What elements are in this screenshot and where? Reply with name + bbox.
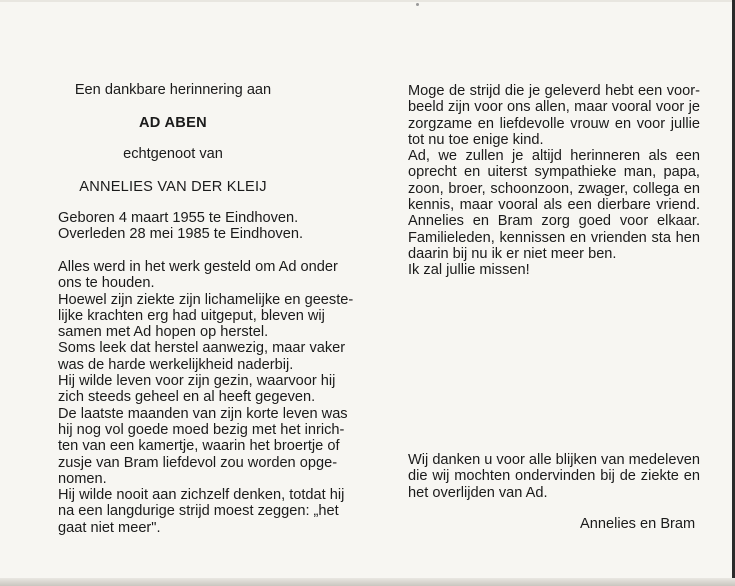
card-top-edge (0, 0, 735, 2)
thanks-line: die wij mochten ondervinden bij de ziekte en (408, 468, 700, 485)
story-line: gaat niet meer". (58, 519, 161, 536)
card-bottom-edge (0, 578, 735, 586)
message-line: Annelies en Bram zorg goed voor elkaar. (408, 213, 700, 230)
intro-line: Een dankbare herinnering aan (74, 82, 272, 98)
story-line: Soms leek dat herstel aanwezig, maar vaker (58, 340, 346, 357)
story-text (58, 259, 354, 536)
thanks-text (408, 452, 700, 501)
message-line: zoon, broer, schoonzoon, zwager, collega en (408, 180, 700, 197)
message-line: daarin bij nu ik er niet meer ben. (408, 245, 617, 262)
deceased-name: AD ABEN (138, 115, 208, 131)
story-line: Hij wilde nooit aan zichzelf denken, totdat hij (58, 487, 345, 504)
message-line: Familieleden, kennissen en vrienden sta hen (408, 229, 700, 246)
story-line: zich steeds geheel en al heeft gegeven. (58, 389, 316, 406)
story-line: samen met Ad hopen op herstel. (58, 324, 269, 341)
message-line: kennis, maar vooral als een dierbare vriend. (408, 197, 700, 214)
life-dates (58, 210, 320, 243)
message-line: tot nu toe enige kind. (408, 131, 544, 148)
story-line: na een langdurige strijd moest zeggen: „het (58, 503, 339, 520)
thanks-line: Wij danken u voor alle blijken van medeleven (408, 452, 701, 468)
message-line: Moge de strijd die je geleverd hebt een voor- (408, 83, 700, 99)
story-line: ons te houden. (58, 275, 155, 292)
story-line: Hij wilde leven voor zijn gezin, waarvoor hij (58, 373, 336, 390)
message-line: beeld zijn voor ons allen, maar vooral voor je (408, 99, 700, 116)
death-line: Overleden 28 mei 1985 te Eindhoven. (58, 226, 304, 243)
story-line: Alles werd in het werk gesteld om Ad onder (58, 259, 338, 275)
farewell-message (408, 83, 700, 279)
story-line: De laatste maanden van zijn korte leven was (58, 405, 348, 422)
story-line: nomen. (58, 470, 107, 487)
message-line: oprecht en uiterst sympathieke man, papa, (408, 164, 700, 181)
message-line: Ad, we zullen je altijd herinneren als een (408, 148, 700, 165)
thanks-line: het overlijden van Ad. (408, 484, 548, 501)
print-speck (416, 3, 419, 6)
story-line: zusje van Bram liefdevol zou worden opge- (58, 454, 338, 471)
signature: Annelies en Bram (580, 516, 696, 532)
story-line: hij nog vol goede moed bezig met het inrich- (58, 421, 345, 438)
message-line: zorgzame en liefdevolle vrouw en voor jullie (408, 115, 700, 132)
message-line: Ik zal jullie missen! (408, 262, 530, 279)
spouse-label: echtgenoot van (123, 146, 223, 162)
story-line: lijke krachten erg had uitgeput, bleven wij (58, 307, 325, 324)
story-line: was de harde werkelijkheid naderbij. (58, 356, 294, 373)
story-line: ten van een kamertje, waarin het broertje of (58, 438, 340, 455)
story-line: Hoewel zijn ziekte zijn lichamelijke en geeste- (58, 291, 354, 308)
birth-line: Geboren 4 maart 1955 te Eindhoven. (58, 210, 299, 226)
spouse-name: ANNELIES VAN DER KLEIJ (79, 179, 267, 195)
